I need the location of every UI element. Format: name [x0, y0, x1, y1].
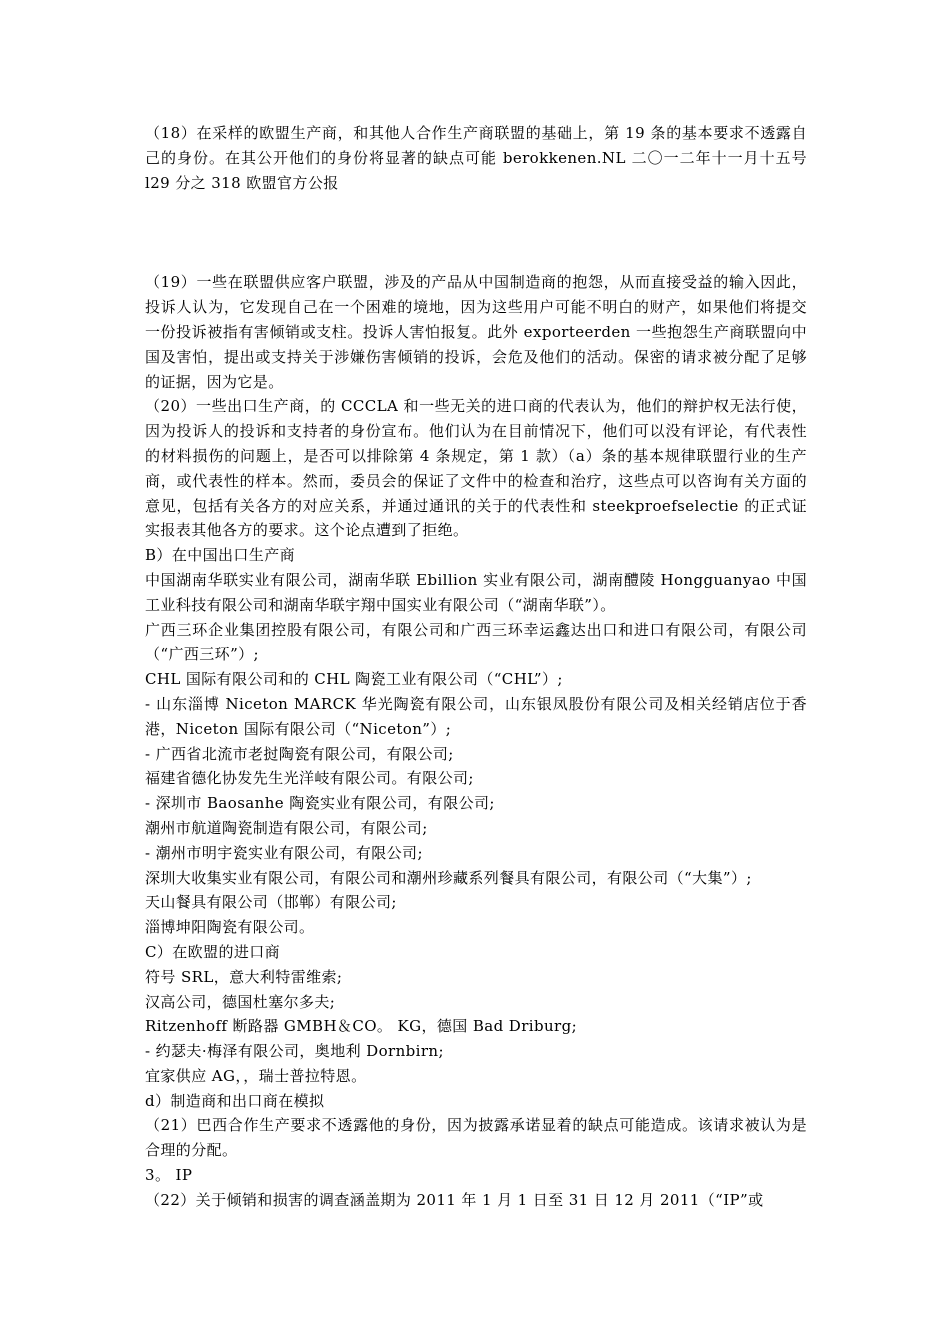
document-body — [145, 121, 807, 1213]
list-item: - 深圳市 Baosanhe 陶瓷实业有限公司，有限公司; — [145, 794, 495, 813]
list-item: 天山餐具有限公司（邯郸）有限公司; — [145, 893, 397, 912]
list-item: - 山东淄博 Niceton MARCK 华光陶瓷有限公司，山东银凤股份有限公司及相关经销店位于香港，Niceton 国际有限公司（“Niceton”）; — [145, 694, 807, 738]
paragraph-18: （18）在采样的欧盟生产商，和其他人合作生产商联盟的基础上，第 19 条的基本要求不透露自己的身份。在其公开他们的身份将显著的缺点可能 berokkenen.NL 二〇一二年十一月十五号 l29 分之 318 欧盟官方公报 — [145, 124, 807, 192]
paragraph-21: （21）巴西合作生产要求不透露他的身份，因为披露承诺显着的缺点可能造成。该请求被认为是合理的分配。 — [145, 1116, 807, 1160]
list-item: CHL 国际有限公司和的 CHL 陶瓷工业有限公司（“CHL”）; — [145, 670, 563, 689]
list-item: - 潮州市明宇瓷实业有限公司，有限公司; — [145, 843, 423, 862]
section-heading-ip: 3。 IP — [145, 1166, 193, 1185]
list-item: 潮州市航道陶瓷制造有限公司，有限公司; — [145, 818, 428, 837]
list-item: - 约瑟夫·梅泽有限公司，奥地利 Dornbirn; — [145, 1042, 444, 1061]
list-item: 中国湖南华联实业有限公司，湖南华联 Ebillion 实业有限公司，湖南醴陵 Hongguanyao 中国工业科技有限公司和湖南华联宇翔中国实业有限公司（“湖南华联”）。 — [145, 570, 807, 614]
list-item: 淄博坤阳陶瓷有限公司。 — [145, 918, 315, 937]
section-heading-c: C）在欧盟的进口商 — [145, 942, 281, 961]
list-item: - 广西省北流市老挝陶瓷有限公司，有限公司; — [145, 744, 454, 763]
paragraph-22: （22）关于倾销和损害的调查涵盖期为 2011 年 1 月 1 日至 31 日 12 月 2011（“IP”或 — [145, 1190, 764, 1209]
paragraph-19: （19）一些在联盟供应客户联盟，涉及的产品从中国制造商的抱怨，从而直接受益的输入因此，投诉人认为，它发现自己在一个困难的境地，因为这些用户可能不明白的财产，如果他们将提交一份投诉被指有害倾销或支柱。投诉人害怕报复。此外 exporteerden 一些抱怨生产商联盟向中国及害怕，提出或支持关于涉嫌伤害倾销的投诉，会危及他们的活动。保密的请求被分配了足够的证据，因为它是。 — [145, 273, 807, 391]
list-item: 宜家供应 AG，，瑞士普拉特恩。 — [145, 1066, 367, 1085]
list-item: 广西三环企业集团控股有限公司，有限公司和广西三环幸运鑫达出口和进口有限公司，有限公司（“广西三环”）; — [145, 620, 807, 664]
list-item: 福建省德化协发先生光洋岐有限公司。有限公司; — [145, 769, 474, 788]
list-item: 符号 SRL，意大利特雷维索; — [145, 967, 343, 986]
list-item: 汉高公司，德国杜塞尔多夫; — [145, 992, 336, 1011]
section-heading-b: B）在中国出口生产商 — [145, 546, 296, 565]
section-heading-d: d）制造商和出口商在模拟 — [145, 1091, 325, 1110]
list-item: 深圳大收集实业有限公司，有限公司和潮州珍藏系列餐具有限公司，有限公司（“大集”）; — [145, 868, 752, 887]
list-item: Ritzenhoff 断路器 GMBH＆CO。 KG，德国 Bad Driburg; — [145, 1017, 578, 1036]
paragraph-gap — [145, 195, 807, 270]
paragraph-20: （20）一些出口生产商，的 CCCLA 和一些无关的进口商的代表认为，他们的辩护权无法行使，因为投诉人的投诉和支持者的身份宣布。他们认为在目前情况下，他们可以没有评论，有代表性的材料损伤的问题上，是否可以排除第 4 条规定，第 1 款）（a）条的基本规律联盟行业的生产商，或代表性的样本。然而，委员会的保证了文件中的检查和治疗，这些点可以咨询有关方面的意见，包括有关各方的对应关系，并通过通讯的关于的代表性和 steekproefselectie 的正式证实报表其他各方的要求。这个论点遭到了拒绝。 — [145, 397, 807, 540]
